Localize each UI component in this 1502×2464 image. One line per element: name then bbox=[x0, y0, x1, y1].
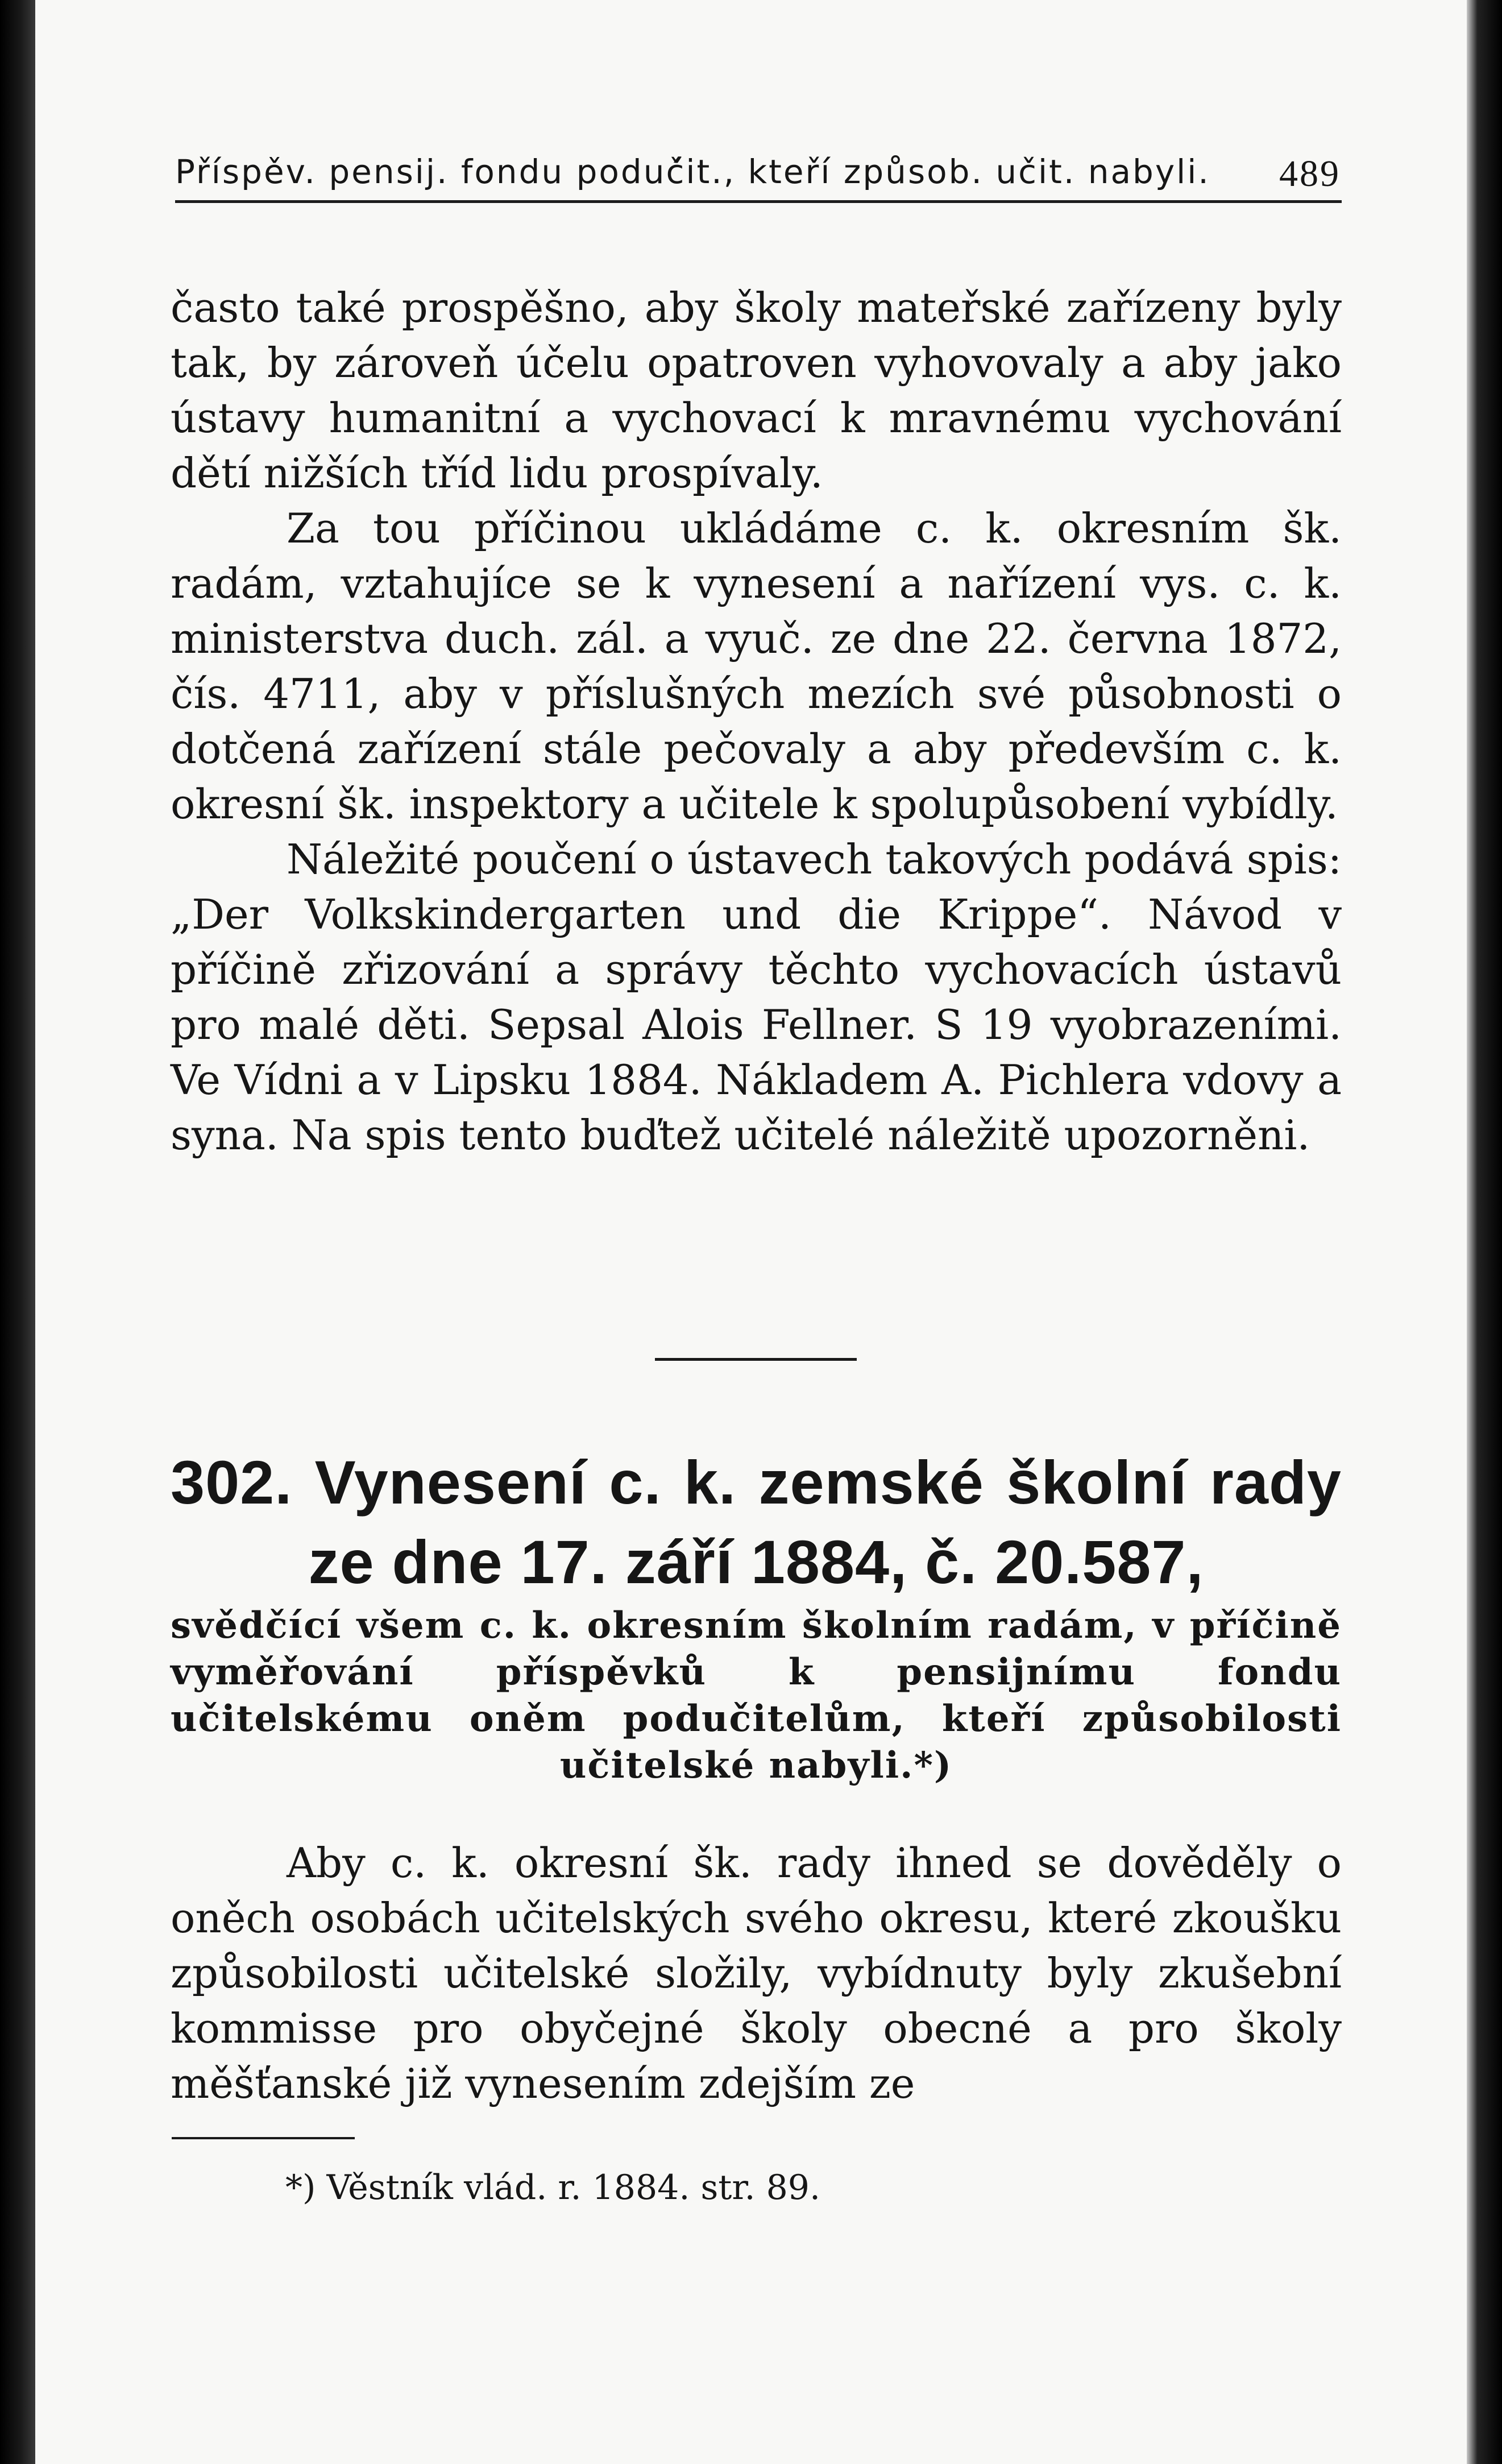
scan-edge-right bbox=[1467, 0, 1502, 2464]
page-number: 489 bbox=[1279, 153, 1341, 194]
running-header bbox=[175, 152, 1342, 203]
footnote-rule bbox=[172, 2137, 355, 2139]
scan-edge-left bbox=[0, 0, 35, 2464]
body-paragraph-2: Za tou příčinou ukládáme c. k. okresním šk. radám, vztahujíce se k vynesení a nařízení vys. c. k. ministerstva duch. zál. a vyuč. ze dne 22. června 1872, čís. 4711, aby v příslušných mezích své působnosti o dotčená zařízení stále pečovaly a aby především c. k. okresní šk. inspektory a učitele k spolupůsobení vybídly. bbox=[171, 504, 1342, 828]
section-divider bbox=[655, 1358, 857, 1361]
section-body bbox=[171, 1836, 1342, 2111]
body-paragraph-3: Náležité poučení o ústavech takových podává spis: „Der Volkskindergarten und die Krippe“. Návod v příčině zřizování a správy těchto vychovacích ústavů pro malé děti. Sepsal Alois Fellner. S 19 vyobrazeními. Ve Vídni a v Lipsku 1884. Nákladem A. Pichlera vdovy a syna. Na spis tento buďtež učitelé náležitě upozorněni. bbox=[171, 835, 1342, 1159]
section-subtitle: svědčící všem c. k. okresním školním radám, v příčině vyměřování příspěvků k pensijnímu fondu učitelskému oněm podučitelům, kteří způsobilosti učitelské nabyli.*) bbox=[171, 1604, 1342, 1787]
footnote: *) Věstník vlád. r. 1884. str. 89. bbox=[285, 2168, 821, 2208]
section-heading: 302. Vynesení c. k. zemské školní rady ze dne 17. září 1884, č. 20.587, bbox=[171, 1448, 1342, 1596]
body-text-top bbox=[171, 280, 1342, 1163]
running-header-title: Příspěv. pensij. fondu poduč́it., kteří způsob. učit. nabyli. bbox=[175, 152, 1210, 191]
body-paragraph-1: často také prospěšno, aby školy mateřské zařízeny byly tak, by zároveň účelu opatroven vyhovovaly a aby jako ústavy humanitní a vychovací k mravnému vychování dětí nižších tříd lidu prospívaly. bbox=[171, 284, 1342, 497]
section-paragraph-1: Aby c. k. okresní šk. rady ihned se dověděly o oněch osobách učitelských svého okresu, které zkoušku způsobilosti učitelské složily, vybídnuty byly zkušební kommisse pro obyčejné školy obecné a pro školy měšťanské již vynesením zdejším ze bbox=[171, 1839, 1342, 2107]
